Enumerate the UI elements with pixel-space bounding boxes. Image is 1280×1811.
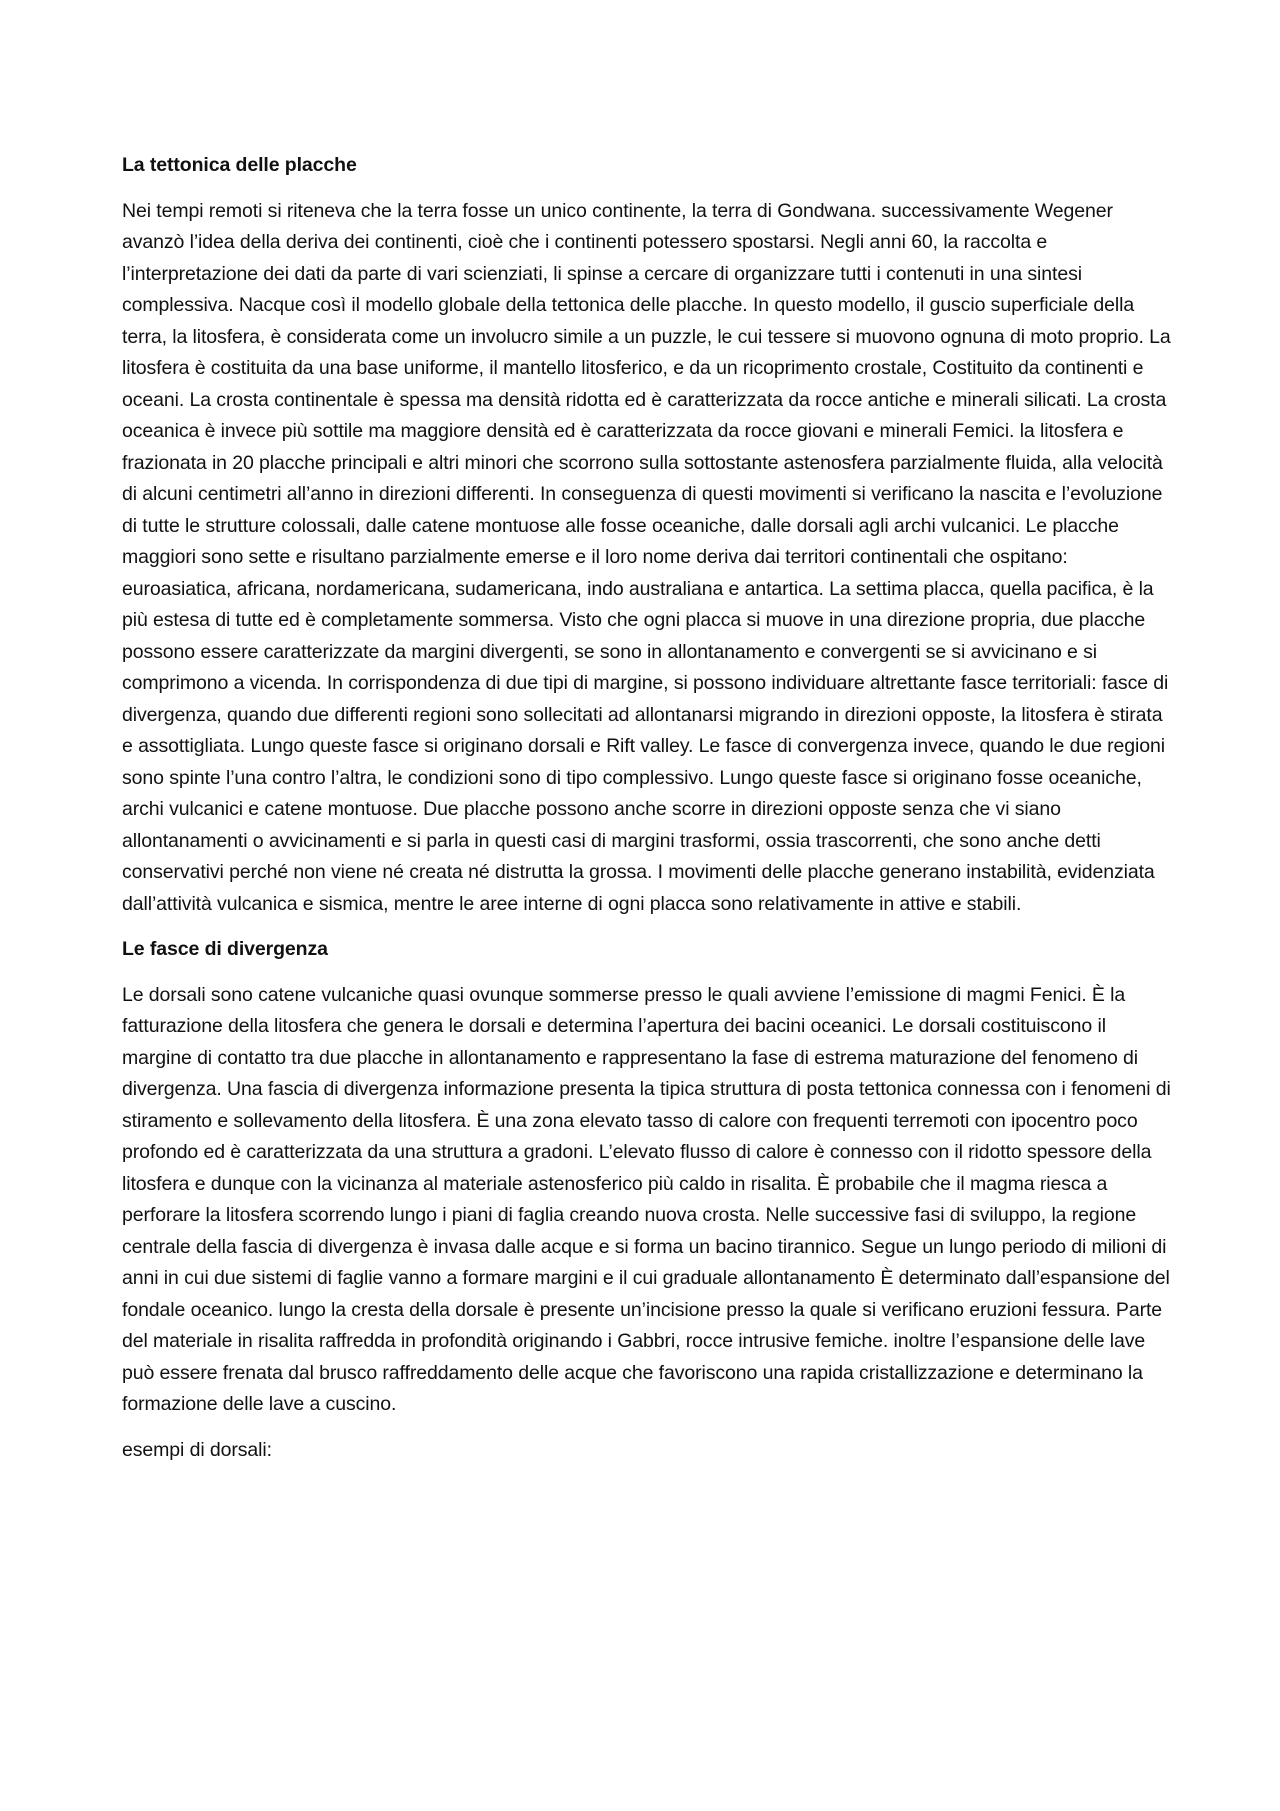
section-plate-tectonics (122, 150, 1172, 920)
section-divergence-zones (122, 934, 1172, 1466)
paragraph-examples: esempi di dorsali: (122, 1438, 272, 1461)
document-body (122, 150, 1172, 1480)
paragraph: Nei tempi remoti si riteneva che la terra fosse un unico continente, la terra di Gondwana. successivamente Wegener avanzò l’idea della deriva dei continenti, cioè che i continenti potessero spostarsi. Negli anni 60, la raccolta e l’interpretazione dei dati da parte di vari scienziati, li spinse a cercare di organizzare tutti i contenuti in una sintesi complessiva. Nacque così il modello globale della tettonica delle placche. In questo modello, il guscio superficiale della terra, la litosfera, è considerata come un involucro simile a un puzzle, le cui tessere si muovono ognuna di moto proprio. La litosfera è costituita da una base uniforme, il mantello litosferico, e da un ricoprimento crostale, Costituito da continenti e oceani. La crosta continentale è spessa ma densità ridotta ed è caratterizzata da rocce antiche e minerali silicati. La crosta oceanica è invece più sottile ma maggiore densità ed è caratterizzata da rocce giovani e minerali Femici. la litosfera e frazionata in 20 placche principali e altri minori che scorrono sulla sottostante astenosfera parzialmente fluida, alla velocità di alcuni centimetri all’anno in direzioni differenti. In conseguenza di questi movimenti si verificano la nascita e l’evoluzione di tutte le strutture colossali, dalle catene montuose alle fosse oceaniche, dalle dorsali agli archi vulcanici. Le placche maggiori sono sette e risultano parzialmente emerse e il loro nome deriva dai territori continentali che ospitano: euroasiatica, africana, nordamericana, sudamericana, indo australiana e antartica. La settima placca, quella pacifica, è la più estesa di tutte ed è completamente sommersa. Visto che ogni placca si muove in una direzione propria, due placche possono essere caratterizzate da margini divergenti, se sono in allontanamento e convergenti se si avvicinano e si comprimono a vicenda. In corrispondenza di due tipi di margine, si possono individuare altrettante fasce territoriali: fasce di divergenza, quando due differenti regioni sono sollecitati ad allontanarsi migrando in direzioni opposte, la litosfera è stirata e assottigliata. Lungo queste fasce si originano dorsali e Rift valley. Le fasce di convergenza invece, quando le due regioni sono spinte l’una contro l’altra, le condizioni sono di tipo complessivo. Lungo queste fasce si originano fosse oceaniche, archi vulcanici e catene montuose. Due placche possono anche scorre in direzioni opposte senza che vi siano allontanamenti o avvicinamenti e si parla in questi casi di margini trasformi, ossia trascorrenti, che sono anche detti conservativi perché non viene né creata né distrutta la grossa. I movimenti delle placche generano instabilità, evidenziata dall’attività vulcanica e sismica, mentre le aree interne di ogni placca sono relativamente in attive e stabili. (122, 199, 1171, 915)
paragraph: Le dorsali sono catene vulcaniche quasi ovunque sommerse presso le quali avviene l’emissione di magmi Fenici. È la fatturazione della litosfera che genera le dorsali e determina l’apertura dei bacini oceanici. Le dorsali costituiscono il margine di contatto tra due placche in allontanamento e rappresentano la fase di estrema maturazione del fenomeno di divergenza. Una fascia di divergenza informazione presenta la tipica struttura di posta tettonica connessa con i fenomeni di stiramento e sollevamento della litosfera. È una zona elevato tasso di calore con frequenti terremoti con ipocentro poco profondo ed è caratterizzata da una struttura a gradoni. L’elevato flusso di calore è connesso con il ridotto spessore della litosfera e dunque con la vicinanza al materiale astenosferico più caldo in risalita. È probabile che il magma riesca a perforare la litosfera scorrendo lungo i piani di faglia creando nuova crosta. Nelle successive fasi di sviluppo, la regione centrale della fascia di divergenza è invasa dalle acque e si forma un bacino tirannico. Segue un lungo periodo di milioni di anni in cui due sistemi di faglie vanno a formare margini e il cui graduale allontanamento È determinato dall’espansione del fondale oceanico. lungo la cresta della dorsale è presente un’incisione presso la quale si verificano eruzioni fessura. Parte del materiale in risalita raffredda in profondità originando i Gabbri, rocce intrusive femiche. inoltre l’espansione delle lave può essere frenata dal brusco raffreddamento delle acque che favoriscono una rapida cristallizzazione e determinano la formazione delle lave a cuscino. (122, 983, 1171, 1415)
section-heading: La tettonica delle placche (122, 154, 357, 176)
section-heading: Le fasce di divergenza (122, 938, 328, 960)
